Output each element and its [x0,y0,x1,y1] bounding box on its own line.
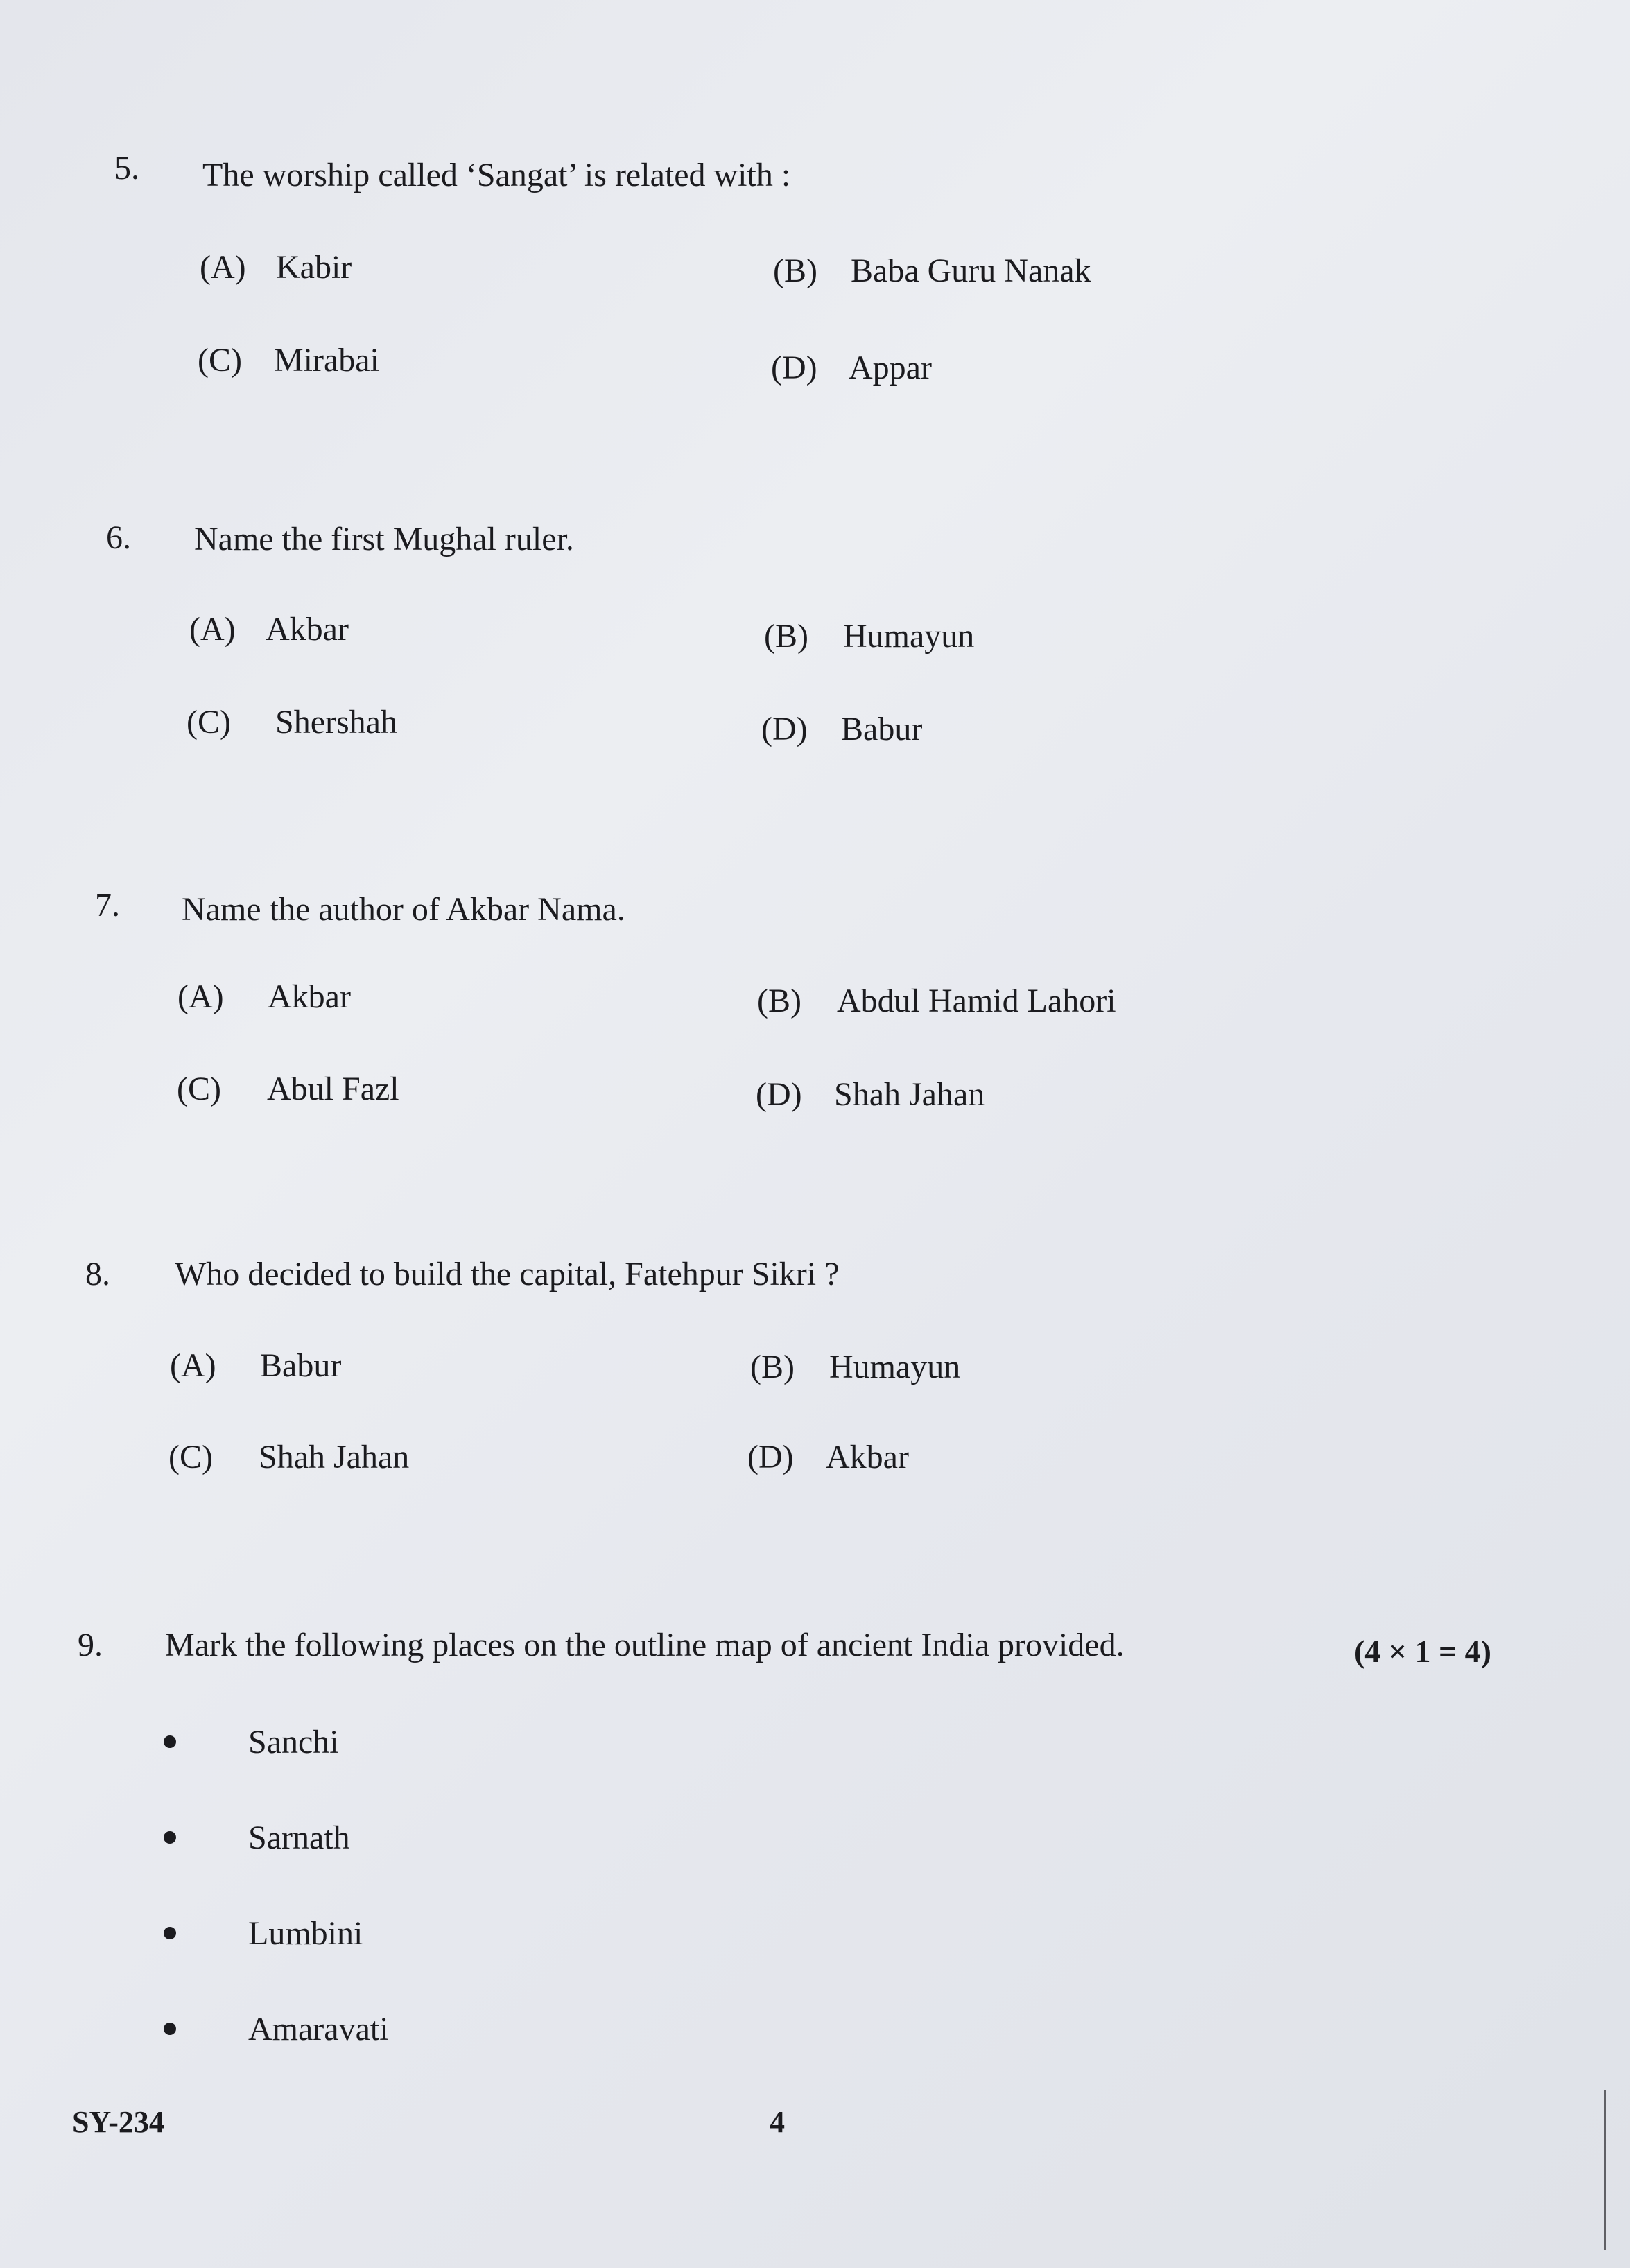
option-label: (B) [773,252,817,289]
option-text: Abdul Hamid Lahori [837,982,1116,1019]
question-6 [0,519,1630,851]
question-7 [0,886,1630,1219]
option-label: (C) [168,1439,213,1475]
page-edge-shadow [1604,2090,1606,2250]
option-d [771,349,932,387]
bullet-icon [164,2023,176,2035]
option-text: Appar [849,349,932,386]
option-label: (A) [177,978,224,1015]
option-text: Mirabai [274,342,379,379]
option-a [189,610,349,648]
option-d [747,1438,909,1476]
option-text: Babur [841,711,923,747]
question-text: Mark the following places on the outline map of ancient India provided. [165,1627,1125,1663]
option-text: Shah Jahan [259,1439,410,1475]
option-c [168,1438,409,1476]
question-number: 5. [114,150,139,187]
option-text: Baba Guru Nanak [851,252,1091,289]
option-text: Akbar [268,978,351,1015]
bullet-icon [164,1735,176,1748]
question-text: Who decided to build the capital, Fatehpur Sikri ? [175,1256,840,1292]
question-number: 8. [85,1256,110,1292]
option-label: (B) [750,1349,795,1385]
question-9 [0,1626,1630,2056]
option-d [756,1075,985,1114]
option-label: (D) [771,349,817,386]
option-text: Shah Jahan [834,1076,985,1113]
question-number: 9. [78,1627,103,1663]
place-name: Lumbini [248,1915,363,1952]
option-b [757,982,1116,1020]
option-text: Humayun [843,618,975,655]
bullet-icon [164,1927,176,1939]
question-8 [0,1255,1630,1588]
option-text: Shershah [275,704,397,741]
option-c [177,1070,399,1108]
option-a [170,1347,341,1385]
question-text: Name the first Mughal ruler. [194,521,574,557]
question-text: Name the author of Akbar Nama. [182,891,625,928]
place-name: Sanchi [248,1724,339,1760]
option-text: Akbar [826,1439,909,1475]
option-text: Humayun [829,1349,961,1385]
option-c [187,703,397,741]
question-number: 7. [95,887,120,924]
place-name: Sarnath [248,1819,350,1856]
option-label: (C) [177,1071,221,1107]
option-a [200,248,352,286]
option-c [198,341,379,379]
option-label: (D) [756,1076,802,1113]
option-text: Babur [260,1347,342,1384]
option-text: Kabir [276,249,352,286]
question-number: 6. [106,519,131,556]
option-label: (A) [200,249,246,286]
option-label: (B) [764,618,808,655]
option-label: (C) [198,342,242,379]
option-label: (D) [747,1439,794,1475]
paper-code: SY-234 [72,2105,164,2139]
option-text: Akbar [266,611,349,648]
option-label: (C) [187,704,231,741]
place-name: Amaravati [248,2011,389,2048]
option-label: (A) [189,611,236,648]
bullet-icon [164,1831,176,1844]
marks-allocation: (4 × 1 = 4) [1353,1634,1491,1669]
option-label: (B) [757,982,801,1019]
page-number: 4 [770,2105,785,2139]
option-a [177,978,351,1016]
option-d [761,710,922,748]
option-b [764,617,974,655]
option-b [773,252,1091,290]
question-5 [0,149,1630,482]
option-text: Abul Fazl [267,1071,399,1107]
option-b [750,1348,960,1386]
option-label: (A) [170,1347,216,1384]
option-label: (D) [761,711,808,747]
question-text: The worship called ‘Sangat’ is related with : [202,157,791,193]
